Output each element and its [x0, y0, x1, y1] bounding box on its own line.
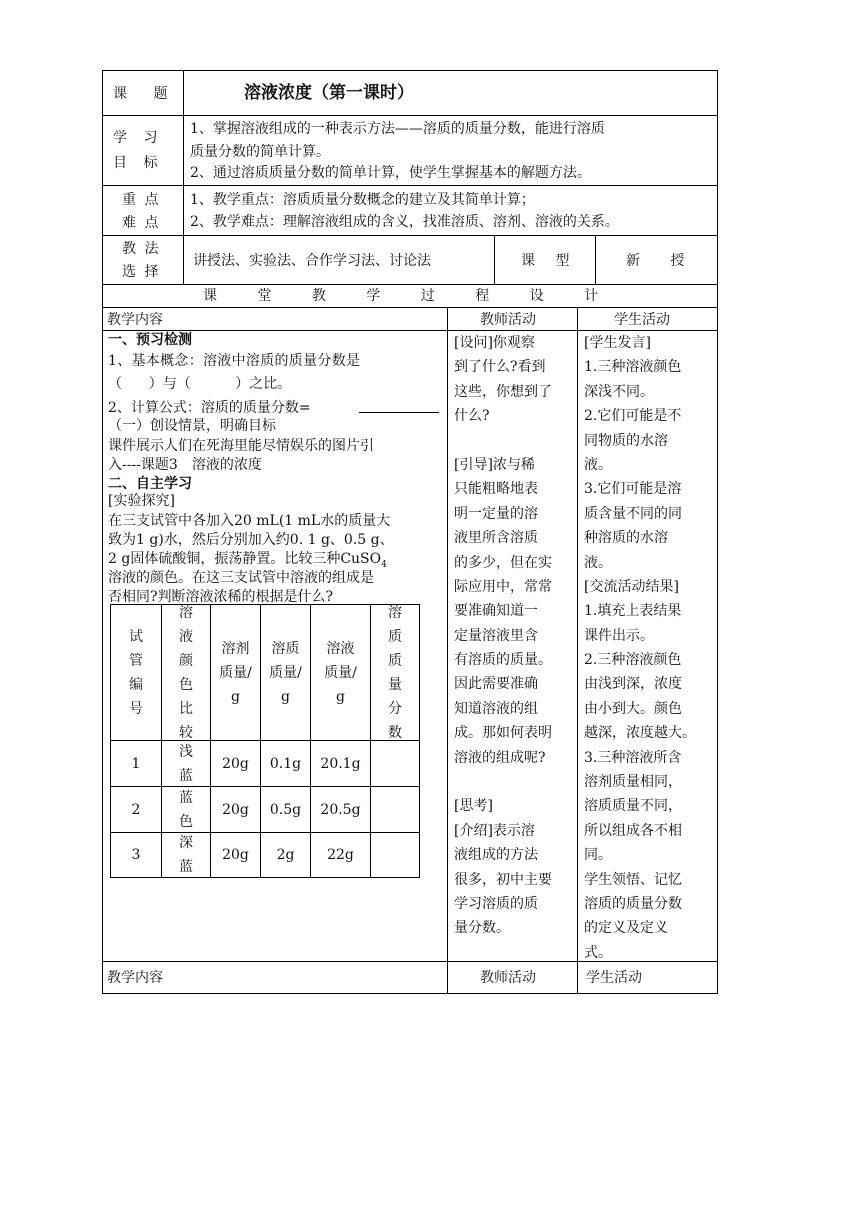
content-line: （一）创设情景，明确目标: [108, 418, 276, 434]
goal-1a: 1、掌握溶液组成的一种表示方法——溶质的质量分数，能进行溶质: [190, 121, 605, 137]
content-line: 课件展示人们在死海里能尽情娱乐的图片引: [108, 438, 374, 454]
student-line: 溶质的质量分数: [584, 895, 682, 912]
exp-header-cell: 试管编号: [110, 604, 162, 741]
teacher-line: 的多少，但在实: [454, 554, 552, 571]
student-line: 同。: [584, 847, 612, 864]
teacher-line: 要准确知道一: [454, 603, 538, 620]
exp-cell: 20g: [210, 740, 261, 787]
student-line: 液。: [584, 456, 612, 473]
goal-2: 2、通过溶质质量分数的简单计算，使学生掌握基本的解题方法。: [190, 165, 591, 181]
content-line: 入----课题3 溶液的浓度: [108, 457, 262, 473]
exp-cell: 22g: [310, 832, 371, 878]
teacher-line: 知道溶液的组: [454, 700, 538, 717]
exp-cell: [370, 832, 420, 878]
student-line: 越深，浓度越大。: [584, 725, 696, 742]
table-border: [102, 115, 718, 116]
key-label-2: 难 点: [122, 215, 159, 231]
teacher-line: 因此需要准确: [454, 676, 538, 693]
exp-cell: 3: [110, 832, 162, 878]
table-border: [102, 235, 718, 236]
col-header-teacher-bottom: 教师活动: [480, 970, 536, 986]
experiment-table: [110, 604, 420, 878]
table-border: [102, 70, 718, 71]
key-point-2: 2、教学难点：理解溶液组成的含义，找准溶质、溶剂、溶液的关系。: [190, 214, 619, 230]
table-border: [102, 993, 718, 994]
content-line: 否相同?判断溶液浓稀的根据是什么?: [108, 589, 334, 605]
table-border: [183, 70, 184, 285]
goal-1b: 质量分数的简单计算。: [190, 144, 330, 160]
student-line: 的定义及定义: [584, 920, 668, 937]
exp-header-cell: 溶液质量/g: [310, 604, 371, 741]
exp-cell: 蓝色: [161, 786, 211, 833]
table-border: [595, 235, 596, 285]
teacher-line: 什么?: [454, 408, 490, 425]
teacher-line: 有溶质的质量。: [454, 652, 552, 669]
teacher-line: [引导]浓与稀: [454, 456, 535, 473]
student-line: 由小到大。颜色: [584, 700, 682, 717]
exp-cell: 20g: [210, 832, 261, 878]
key-label-1: 重 点: [122, 192, 159, 208]
method-label-2: 选 择: [122, 264, 159, 280]
student-line: 由浅到深，浓度: [584, 676, 682, 693]
student-line: 1.填充上表结果: [584, 603, 682, 620]
student-line: 质含量不同的同: [584, 505, 682, 522]
goals-label-1: 学 习: [113, 130, 158, 146]
student-line: 学生领悟、记忆: [584, 871, 682, 888]
exp-header-cell: 溶质质量分数: [370, 604, 420, 741]
teacher-line: [设问]你观察: [454, 335, 535, 351]
exp-cell: 2: [110, 786, 162, 833]
student-line: 1.三种溶液颜色: [584, 359, 682, 376]
content-line: 致为1 g)水，然后分别加入约0. 1 g、0.5 g、: [108, 532, 394, 548]
content-line: （ ）与（ ）之比。: [108, 376, 292, 392]
teaching-methods: 讲授法、实验法、合作学习法、讨论法: [193, 253, 431, 269]
exp-cell: 深蓝: [161, 832, 211, 878]
teacher-activity-text: [454, 331, 574, 941]
content-line: 溶液的颜色。在这三支试管中溶液的组成是: [108, 570, 374, 586]
method-label-1: 教 法: [122, 241, 159, 257]
exp-cell: 2g: [260, 832, 311, 878]
teacher-line: [454, 770, 574, 794]
key-point-1: 1、教学重点：溶质质量分数概念的建立及其简单计算；: [190, 192, 535, 208]
student-line: 所以组成各不相: [584, 822, 682, 839]
exp-cell: 20.5g: [310, 786, 371, 833]
student-line: 2.三种溶液颜色: [584, 652, 682, 669]
exp-cell: 1: [110, 740, 162, 787]
student-line: 溶剂质量相同，: [584, 774, 682, 791]
exp-cell: [370, 740, 420, 787]
teacher-line: 液里所含溶质: [454, 530, 538, 547]
student-line: 3.它们可能是溶: [584, 481, 682, 498]
exp-cell: 20g: [210, 786, 261, 833]
lesson-type-label: 课 型: [521, 253, 570, 269]
student-line: 课件出示。: [584, 627, 654, 644]
table-border: [447, 307, 448, 994]
section-1-title: 一、预习检测: [108, 332, 192, 348]
teacher-line: 成。那如何表明: [454, 725, 552, 742]
teacher-line: 明一定量的溶: [454, 505, 538, 522]
teacher-line: 溶液的组成呢?: [454, 749, 546, 766]
col-header-student: 学生活动: [614, 312, 670, 328]
content-line: [实验探究]: [108, 493, 175, 509]
exp-header-cell: 溶液颜色比较: [161, 604, 211, 741]
teacher-line: 这些，你想到了: [454, 383, 552, 400]
teacher-line: 到了什么?看到: [454, 359, 546, 376]
teacher-line: 很多，初中主要: [454, 871, 552, 888]
col-header-content: 教学内容: [107, 312, 163, 328]
student-line: 3.三种溶液所含: [584, 749, 682, 766]
teacher-line: 定量溶液里含: [454, 627, 538, 644]
section-2-title: 二、自主学习: [108, 476, 192, 492]
exp-cell: 0.1g: [260, 740, 311, 787]
table-border: [102, 70, 103, 994]
student-line: 同物质的水溶: [584, 432, 668, 449]
content-line: 1、基本概念：溶液中溶质的质量分数是: [108, 353, 361, 369]
formula-blank-line: [359, 412, 439, 413]
teacher-line: 量分数。: [454, 920, 510, 937]
col-header-content-bottom: 教学内容: [107, 970, 163, 986]
exp-cell: 浅蓝: [161, 740, 211, 787]
table-border: [102, 185, 718, 186]
student-activity-text: [584, 331, 714, 965]
exp-cell: [370, 786, 420, 833]
student-line: 液。: [584, 554, 612, 571]
content-line-text: 2 g固体硫酸铜，振荡静置。比较三种CuSO: [108, 551, 382, 567]
student-line: 溶质质量不同，: [584, 798, 682, 815]
exp-header-cell: 溶质质量/g: [260, 604, 311, 741]
process-title: 课 堂 教 学 过 程 设 计: [203, 288, 599, 304]
topic-title: 溶液浓度（第一课时）: [244, 83, 414, 103]
teacher-line: [思考]: [454, 798, 493, 815]
goals-label-2: 目 标: [113, 155, 158, 171]
teacher-line: 学习溶质的质: [454, 895, 538, 912]
student-line: 深浅不同。: [584, 383, 654, 400]
table-border: [717, 70, 718, 994]
col-header-student-bottom: 学生活动: [586, 970, 642, 986]
exp-cell: 0.5g: [260, 786, 311, 833]
teacher-line: 液组成的方法: [454, 847, 538, 864]
table-border: [577, 307, 578, 994]
col-header-teacher: 教师活动: [480, 312, 536, 328]
exp-header-cell: 溶剂质量/g: [210, 604, 261, 741]
exp-cell: 20.1g: [310, 740, 371, 787]
table-border: [494, 235, 495, 285]
subscript: 4: [381, 559, 387, 570]
content-line: 在三支试管中各加入20 mL(1 mL水的质量大: [108, 513, 391, 529]
student-line: 2.它们可能是不: [584, 408, 682, 425]
teacher-line: [介绍]表示溶: [454, 822, 535, 839]
student-line: [交流活动结果]: [584, 578, 679, 595]
teacher-line: [454, 429, 574, 453]
teacher-line: 际应用中，常常: [454, 578, 552, 595]
teacher-line: 只能粗略地表: [454, 481, 538, 498]
lesson-type-value: 新 授: [626, 253, 685, 269]
student-line: 种溶质的水溶: [584, 530, 668, 547]
student-line: 式。: [584, 944, 612, 961]
student-line: [学生发言]: [584, 335, 651, 351]
content-line: 2、计算公式：溶质的质量分数=: [108, 400, 311, 416]
topic-label: 课 题: [113, 86, 168, 102]
